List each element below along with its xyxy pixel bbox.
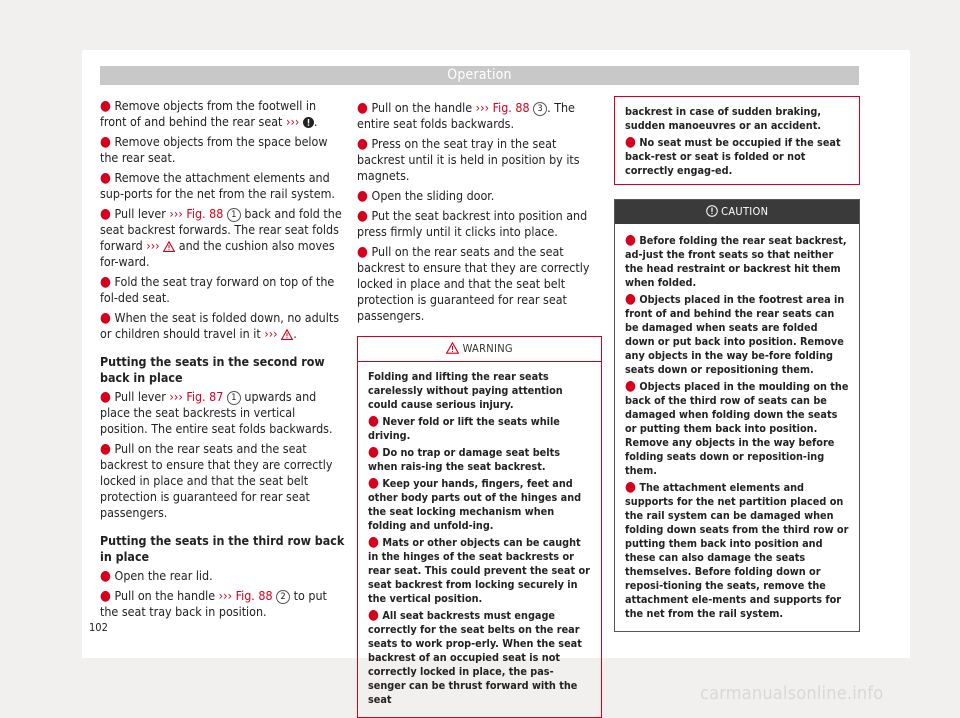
figure-link[interactable]: ››› Fig. 88 [169, 206, 224, 221]
list-item: ● Pull on the handle ››› Fig. 88 2 to put the seat tray back in position. [100, 588, 327, 619]
list-item: ● Put the seat backrest into position and press firmly until it clicks into place. [357, 208, 588, 239]
column-2 [357, 100, 602, 718]
column-3 [614, 96, 860, 632]
info-icon [303, 117, 314, 128]
warning-triangle-icon [163, 241, 175, 252]
warning-box-continued [614, 96, 860, 185]
caution-info-icon [706, 205, 718, 217]
list-item: ● Before folding the rear seat backrest, ad-just the front seats so that neither the head restraint or backrest hit them when folded. [625, 232, 847, 289]
list-item: ● Objects placed in the moulding on the back of the third row of seats can be damaged when folding down the seats or putting them back into position. Remove any objects in the way before folding seats down or reposition-ing them. [625, 378, 849, 477]
list-item: ● Pull on the handle ››› Fig. 88 3 . The entire seat folds backwards. [357, 100, 575, 131]
list-item: ● Remove the attachment elements and sup-ports for the net from the rail system. [100, 170, 335, 201]
watermark: carmanualsonline.info [700, 683, 884, 704]
list-item: ● Mats or other objects can be caught in the hinges of the seat backrests or rear seat. This could prevent the seat or seat backrest from locking securely in the vertical position. [368, 534, 590, 605]
warning-body [358, 362, 601, 717]
list-item: ● Never fold or lift the seats while driving. [368, 413, 560, 442]
list-item: ● Keep your hands, fingers, feet and other body parts out of the hinges and the seat locking mechanism when folding and unfold-ing. [368, 475, 582, 532]
section-heading: Putting the seats in the second row back in place [100, 354, 325, 385]
column-1 [100, 98, 345, 624]
warning-continued-text: backrest in case of sudden braking, sudden manoeuvres or an accident. [625, 105, 822, 132]
warning-header: WARNING [358, 337, 601, 362]
list-item: ● Open the rear lid. [100, 568, 213, 584]
list-item: ● Pull on the rear seats and the seat backrest to ensure that they are correctly locked in place and that the seat belt protection is guaranteed for rear seat passengers. [100, 441, 333, 520]
callout-number: 1 [227, 391, 241, 405]
section-heading: Putting the seats in the third row back in place [100, 533, 345, 564]
callout-number: 3 [533, 102, 547, 116]
list-item: ● Press on the seat tray in the seat backrest until it is held in position by its magnets. [357, 136, 580, 183]
figure-link[interactable]: ››› Fig. 87 [169, 389, 224, 404]
figure-link[interactable]: ››› Fig. 88 [475, 100, 530, 115]
list-item: ● Remove objects from the footwell in front of and behind the rear seat ››› . [100, 98, 318, 129]
list-item: ● All seat backrests must engage correctly for the seat belts on the rear seats to work prop-erly. When the seat backrest of an occupied seat is not correctly locked in place, the pas-senger can be thrust forward with the seat [368, 607, 582, 706]
warning-intro: Folding and lifting the rear seats carelessly without paying attention could cause serious injury. [368, 370, 563, 411]
list-item: ● No seat must be occupied if the seat back-rest or seat is folded or not correctly engag-ed. [625, 134, 841, 177]
list-item: ● Pull on the rear seats and the seat backrest to ensure that they are correctly locked in place and that the seat belt protection is guaranteed for rear seat passengers. [357, 244, 590, 323]
warning-box [357, 336, 602, 718]
callout-number: 1 [227, 208, 241, 222]
list-item: ● When the seat is folded down, no adults or children should travel in it ››› . [100, 310, 340, 341]
figure-link[interactable]: ››› Fig. 88 [218, 588, 273, 603]
list-item: ● Objects placed in the footrest area in front of and behind the rear seats can be damaged when seats are folded down or put back into position. Remove any objects in the way be-fore folding seats down or repositioning them. [625, 291, 845, 376]
callout-number: 2 [276, 590, 290, 604]
list-item: ● Remove objects from the space below the rear seat. [100, 134, 328, 165]
list-item: ● Open the sliding door. [357, 188, 495, 204]
list-item: ● Pull lever ››› Fig. 87 1 upwards and place the seat backrests in vertical position. The entire seat folds backwards. [100, 389, 333, 436]
caution-box [614, 199, 860, 632]
list-item: ● Pull lever ››› Fig. 88 1 back and fold the seat backrest forwards. The rear seat folds forward ››› and the cushion also moves for-ward. [100, 206, 342, 269]
warning-triangle-icon [446, 342, 459, 354]
list-item: ● Fold the seat tray forward on top of the fol-ded seat. [100, 274, 335, 305]
page-header: Operation [100, 66, 859, 85]
warning-triangle-icon [281, 329, 293, 340]
caution-body [615, 224, 859, 631]
page-number: 102 [89, 621, 108, 634]
list-item: ● Do no trap or damage seat belts when rais-ing the seat backrest. [368, 444, 561, 473]
list-item: ● The attachment elements and supports for the net partition placed on the rail system can be damaged when folding down seats from the third row or putting them back into position and these can also damage the seats themselves. Before folding down or reposi-tioning the seats, remove the attachment ele-ments and supports for the net from the rail system. [625, 479, 849, 620]
caution-header: CAUTION [615, 200, 859, 224]
